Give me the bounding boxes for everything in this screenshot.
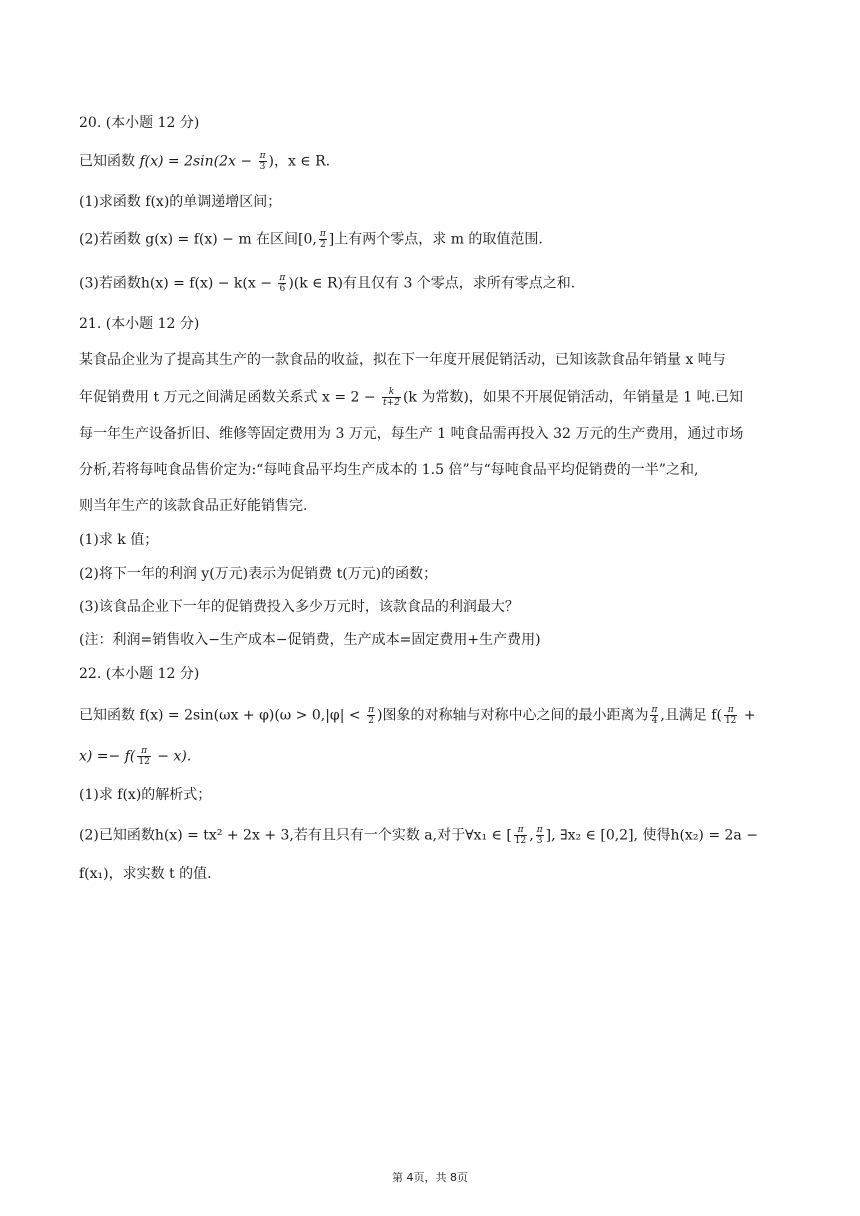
frac-denominator: 2 (368, 716, 374, 726)
q21-part2: (2)将下一年的利润 y(万元)表示为促销费 t(万元)的函数； (79, 566, 438, 582)
q22-line2-a: x) =− f( (79, 748, 136, 765)
q21-note: (注：利润=销售收入−生产成本−促销费，生产成本=固定费用+生产费用) (79, 632, 541, 648)
q22-line2-frac (137, 746, 150, 767)
page-footer: 第 4页，共 8页 (392, 1171, 468, 1184)
q21-line2-frac (382, 387, 401, 408)
q22-part2-frac1 (514, 825, 527, 846)
q20-part1: (1)求函数 f(x)的单调递增区间； (79, 194, 282, 210)
q22-line1-frac2 (650, 705, 658, 726)
q22-line1-frac3 (724, 705, 737, 726)
frac-numerator: π (368, 705, 374, 715)
q22-header: 22. (本小题 12 分) (79, 666, 200, 682)
q21-header: 21. (本小题 12 分) (79, 316, 200, 332)
q22-line1-b: )图象的对称轴与对称中心之间的最小距离为 (377, 707, 649, 724)
frac-denominator: 12 (138, 757, 150, 767)
q22-part2-sep: , (529, 827, 534, 844)
q22-part2-frac2 (536, 825, 544, 846)
q20-stem-tail: )，x ∈ R. (268, 153, 331, 170)
q20-stem-frac (259, 151, 267, 172)
frac-denominator: 12 (514, 836, 527, 846)
frac-denominator: 4 (651, 716, 658, 726)
frac-numerator: π (279, 273, 286, 283)
q20-part3-b: )(k ∈ R)有且仅有 3 个零点，求所有零点之和. (288, 275, 576, 292)
q21-line1: 某食品企业为了提高其生产的一款食品的收益，拟在下一年度开展促销活动，已知该款食品年销量 x 吨与 (79, 352, 726, 368)
frac-denominator: 3 (536, 836, 543, 846)
q20-stem (79, 151, 790, 172)
q20-part2-b: ]上有两个零点，求 m 的取值范围. (328, 231, 543, 248)
frac-numerator: π (514, 825, 527, 836)
q20-stem-func: f(x) = 2sin(2x − (139, 153, 257, 170)
frac-numerator: π (536, 825, 543, 835)
q20-part2-frac (319, 229, 327, 250)
q21-line3: 每一年生产设备折旧、维修等固定费用为 3 万元，每生产 1 吨食品需再投入 32 万元的生产费用，通过市场 (79, 426, 744, 442)
q22-part3: f(x₁)，求实数 t 的值. (79, 866, 212, 882)
q22-line1 (79, 705, 790, 726)
frac-denominator: 2 (319, 240, 326, 250)
q22-part2 (79, 825, 790, 846)
q22-line1-a: 已知函数 f(x) = 2sin(ωx + φ)(ω > 0,|φ| < (79, 707, 366, 724)
q21-line2 (79, 387, 790, 408)
q22-line2-b: − x). (152, 748, 192, 765)
frac-numerator: π (259, 151, 266, 161)
frac-numerator: π (651, 705, 658, 715)
frac-numerator: π (137, 746, 150, 757)
q22-part1: (1)求 f(x)的解析式； (79, 787, 212, 803)
frac-denominator: 6 (279, 284, 286, 294)
q20-part3-a: (3)若函数h(x) = f(x) − k(x − (79, 275, 277, 292)
q22-part2-a: (2)已知函数h(x) = tx² + 2x + 3,若有且只有一个实数 a,对于∀x₁ ∈ [ (79, 827, 512, 844)
q21-part1: (1)求 k 值； (79, 532, 159, 548)
q22-line1-c: ,且满足 f( (660, 707, 722, 724)
frac-denominator: t+2 (383, 398, 400, 408)
frac-numerator: k (382, 387, 401, 398)
q22-line1-frac1 (367, 705, 375, 726)
q20-part2 (79, 229, 790, 250)
q21-line2-b: (k 为常数)，如果不开展促销活动，年销量是 1 吨.已知 (402, 389, 744, 406)
q20-part2-a: (2)若函数 g(x) = f(x) − m 在区间[0, (79, 231, 317, 248)
q20-stem-prefix: 已知函数 (79, 153, 140, 170)
q20-part3-frac (278, 273, 286, 294)
q21-part3: (3)该食品企业下一年的促销费投入多少万元时，该款食品的利润最大？ (79, 599, 519, 615)
frac-numerator: π (724, 705, 737, 716)
q21-line5: 则当年生产的该款食品正好能销售完. (79, 498, 308, 514)
q21-line2-a: 年促销费用 t 万元之间满足函数关系式 x = 2 − (79, 389, 381, 406)
q22-line1-d: + (739, 707, 756, 724)
frac-denominator: 3 (259, 162, 266, 172)
q20-header: 20. (本小题 12 分) (79, 115, 200, 131)
frac-numerator: π (319, 229, 326, 239)
q22-part2-b: ], ∃x₂ ∈ [0,2], 使得h(x₂) = 2a − (545, 827, 758, 844)
q22-line2 (79, 746, 790, 767)
frac-denominator: 12 (724, 716, 737, 726)
q20-part3 (79, 273, 790, 294)
q21-line4: 分析,若将每吨食品售价定为:“每吨食品平均生产成本的 1.5 倍”与“每吨食品平均促销费的一半”之和, (79, 462, 699, 478)
